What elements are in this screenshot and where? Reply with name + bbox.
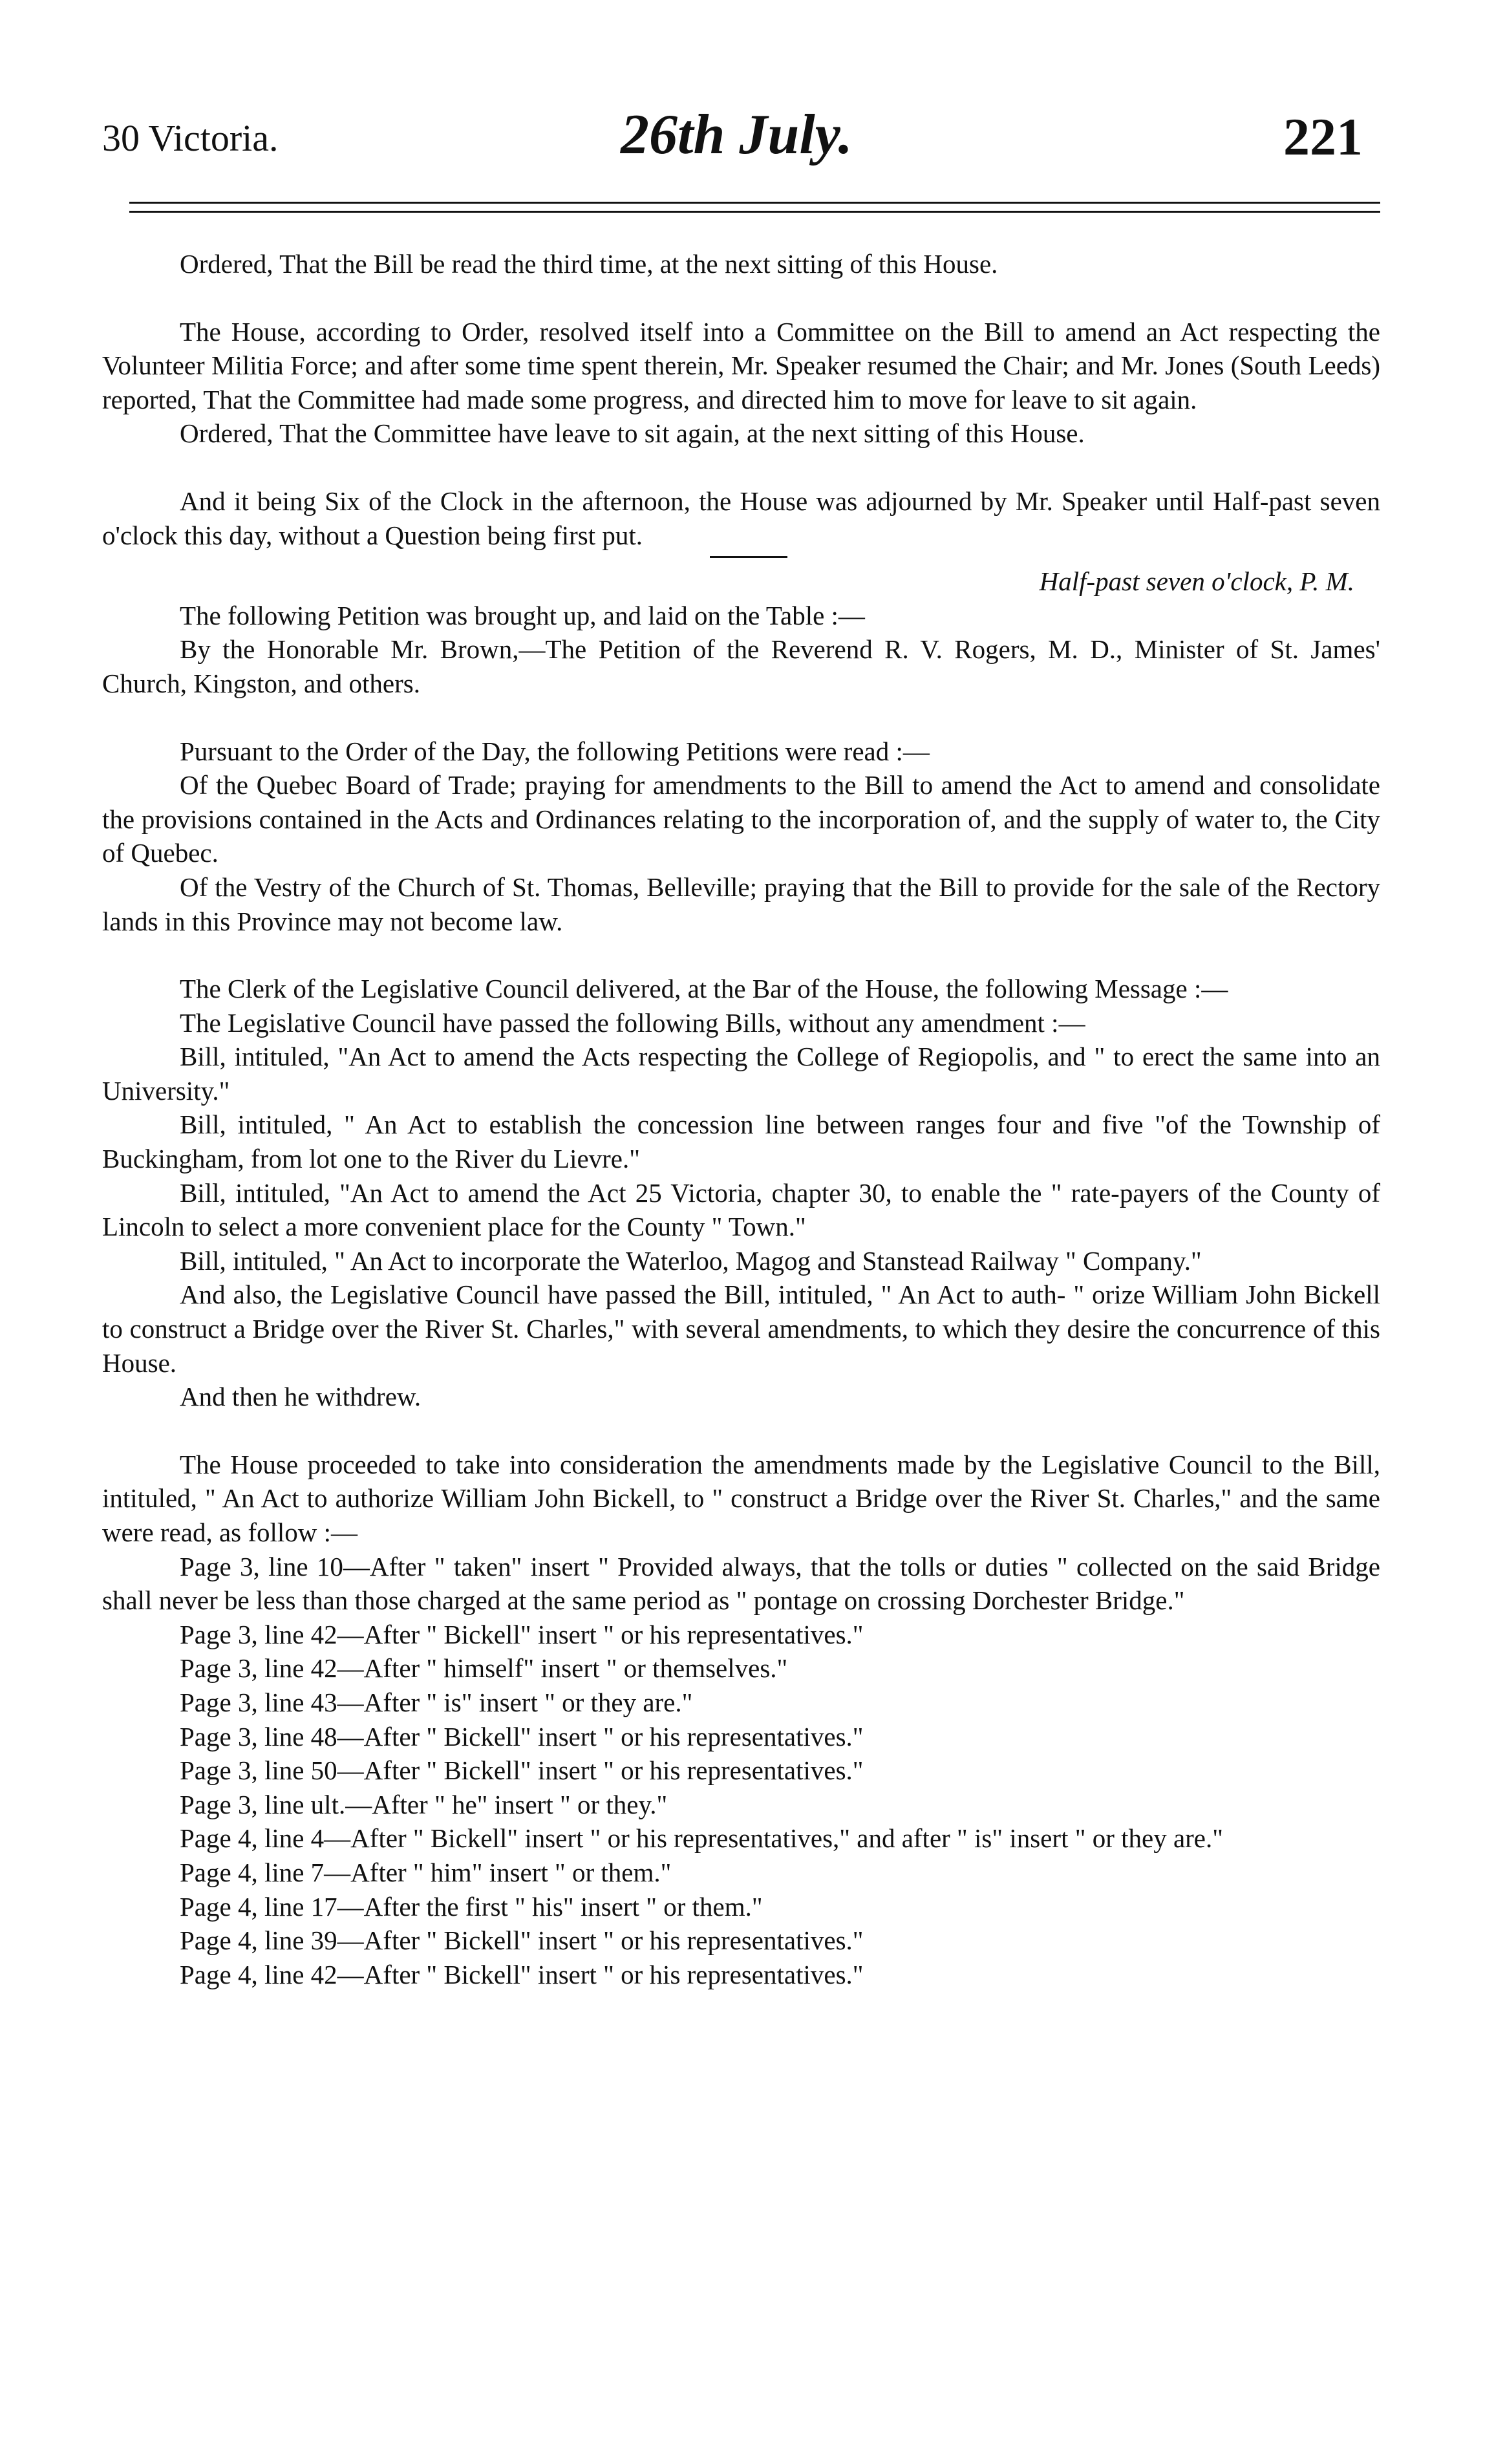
paragraph: Ordered, That the Bill be read the third time, at the next sitting of this House.	[180, 249, 998, 279]
amendment-item: Page 3, line 43—After " is" insert " or they are."	[180, 1687, 693, 1717]
paragraph: The House, according to Order, resolved itself into a Committee on the Bill to amend an Act respecting the Volunteer Militia Force; and after some time spent therein, Mr. Speaker resumed the Chair; and Mr. Jones (South Leeds) reported, That the Committee had made some progress, and directed him to move for leave to sit again.	[102, 316, 1380, 414]
paragraph: Bill, intituled, " An Act to incorporate the Waterloo, Magog and Stanstead Railway " Company."	[180, 1245, 1202, 1276]
page-date: 26th July.	[621, 103, 853, 166]
paragraph: Pursuant to the Order of the Day, the following Petitions were read :—	[180, 736, 930, 766]
header-rule-bottom	[129, 211, 1380, 213]
page-header	[0, 0, 1505, 220]
amendment-item: Page 4, line 39—After " Bickell" insert " or his representatives."	[180, 1925, 864, 1956]
amendment-item: Page 3, line 50—After " Bickell" insert " or his representatives."	[180, 1755, 864, 1786]
amendment-item: Page 3, line 48—After " Bickell" insert " or his representatives."	[180, 1721, 864, 1752]
paragraph: The following Petition was brought up, and laid on the Table :—	[180, 600, 865, 630]
paragraph: Of the Quebec Board of Trade; praying for amendments to the Bill to amend the Act to amend and consolidate the provisions contained in the Acts and Ordinances relating to the incorporation of, and the supply of water to, the City of Quebec.	[102, 770, 1380, 868]
sitting-time: Half-past seven o'clock, P. M.	[1039, 566, 1354, 597]
paragraph: The House proceeded to take into consideration the amendments made by the Legislative Council to the Bill, intituled, " An Act to authorize William John Bickell, to " construct a Bridge over the River St. Charles," and the same were read, as follow :—	[102, 1449, 1380, 1547]
amendment-item: Page 3, line ult.—After " he" insert " or they."	[180, 1789, 668, 1819]
paragraph: Bill, intituled, " An Act to establish the concession line between ranges four and five "of the Township of Buckingham, from lot one to the River du Lievre."	[102, 1109, 1380, 1174]
paragraph: By the Honorable Mr. Brown,—The Petition of the Reverend R. V. Rogers, M. D., Minister of St. James' Church, Kingston, and others.	[102, 634, 1380, 698]
journal-body	[102, 247, 1380, 1991]
amendment-item: Page 3, line 10—After " taken" insert " Provided always, that the tolls or duties " collected on the said Bridge shall never be less than those charged at the same period as " pontage on crossing Dorchester Bridge."	[102, 1551, 1380, 1616]
paragraph: The Clerk of the Legislative Council delivered, at the Bar of the House, the following Message :—	[180, 974, 1228, 1004]
amendment-item: Page 4, line 17—After the first " his" insert " or them."	[180, 1891, 763, 1922]
section-separator	[710, 556, 787, 558]
amendment-item: Page 4, line 7—After " him" insert " or them."	[180, 1857, 672, 1887]
paragraph: The Legislative Council have passed the following Bills, without any amendment :—	[180, 1007, 1085, 1038]
paragraph: And also, the Legislative Council have passed the Bill, intituled, " An Act to auth- " orize William John Bickell to construct a Bridge over the River St. Charles," with several amendments, to which they desire the concurrence of this House.	[102, 1280, 1380, 1378]
amendment-item: Page 4, line 42—After " Bickell" insert " or his representatives."	[180, 1959, 864, 1989]
paragraph: And then he withdrew.	[180, 1382, 422, 1412]
paragraph: Bill, intituled, "An Act to amend the Acts respecting the College of Regiopolis, and " to erect the same into an University."	[102, 1042, 1380, 1106]
page-number: 221	[1283, 107, 1363, 166]
paragraph: Bill, intituled, "An Act to amend the Act 25 Victoria, chapter 30, to enable the " rate-payers of the County of Lincoln to select a more convenient place for the County " Town."	[102, 1177, 1380, 1242]
amendment-item: Page 4, line 4—After " Bickell" insert " or his representatives," and after " is" insert " or they are."	[180, 1823, 1223, 1854]
paragraph: Ordered, That the Committee have leave to sit again, at the next sitting of this House.	[180, 418, 1085, 449]
session-label: 30 Victoria.	[102, 117, 279, 159]
header-rule-top	[129, 202, 1380, 204]
paragraph: Of the Vestry of the Church of St. Thomas, Belleville; praying that the Bill to provide for the sale of the Rectory lands in this Province may not become law.	[102, 872, 1380, 936]
amendment-item: Page 3, line 42—After " Bickell" insert " or his representatives."	[180, 1619, 864, 1649]
paragraph: And it being Six of the Clock in the afternoon, the House was adjourned by Mr. Speaker until Half-past seven o'clock this day, without a Question being first put.	[102, 486, 1380, 550]
amendment-item: Page 3, line 42—After " himself" insert " or themselves."	[180, 1653, 788, 1684]
